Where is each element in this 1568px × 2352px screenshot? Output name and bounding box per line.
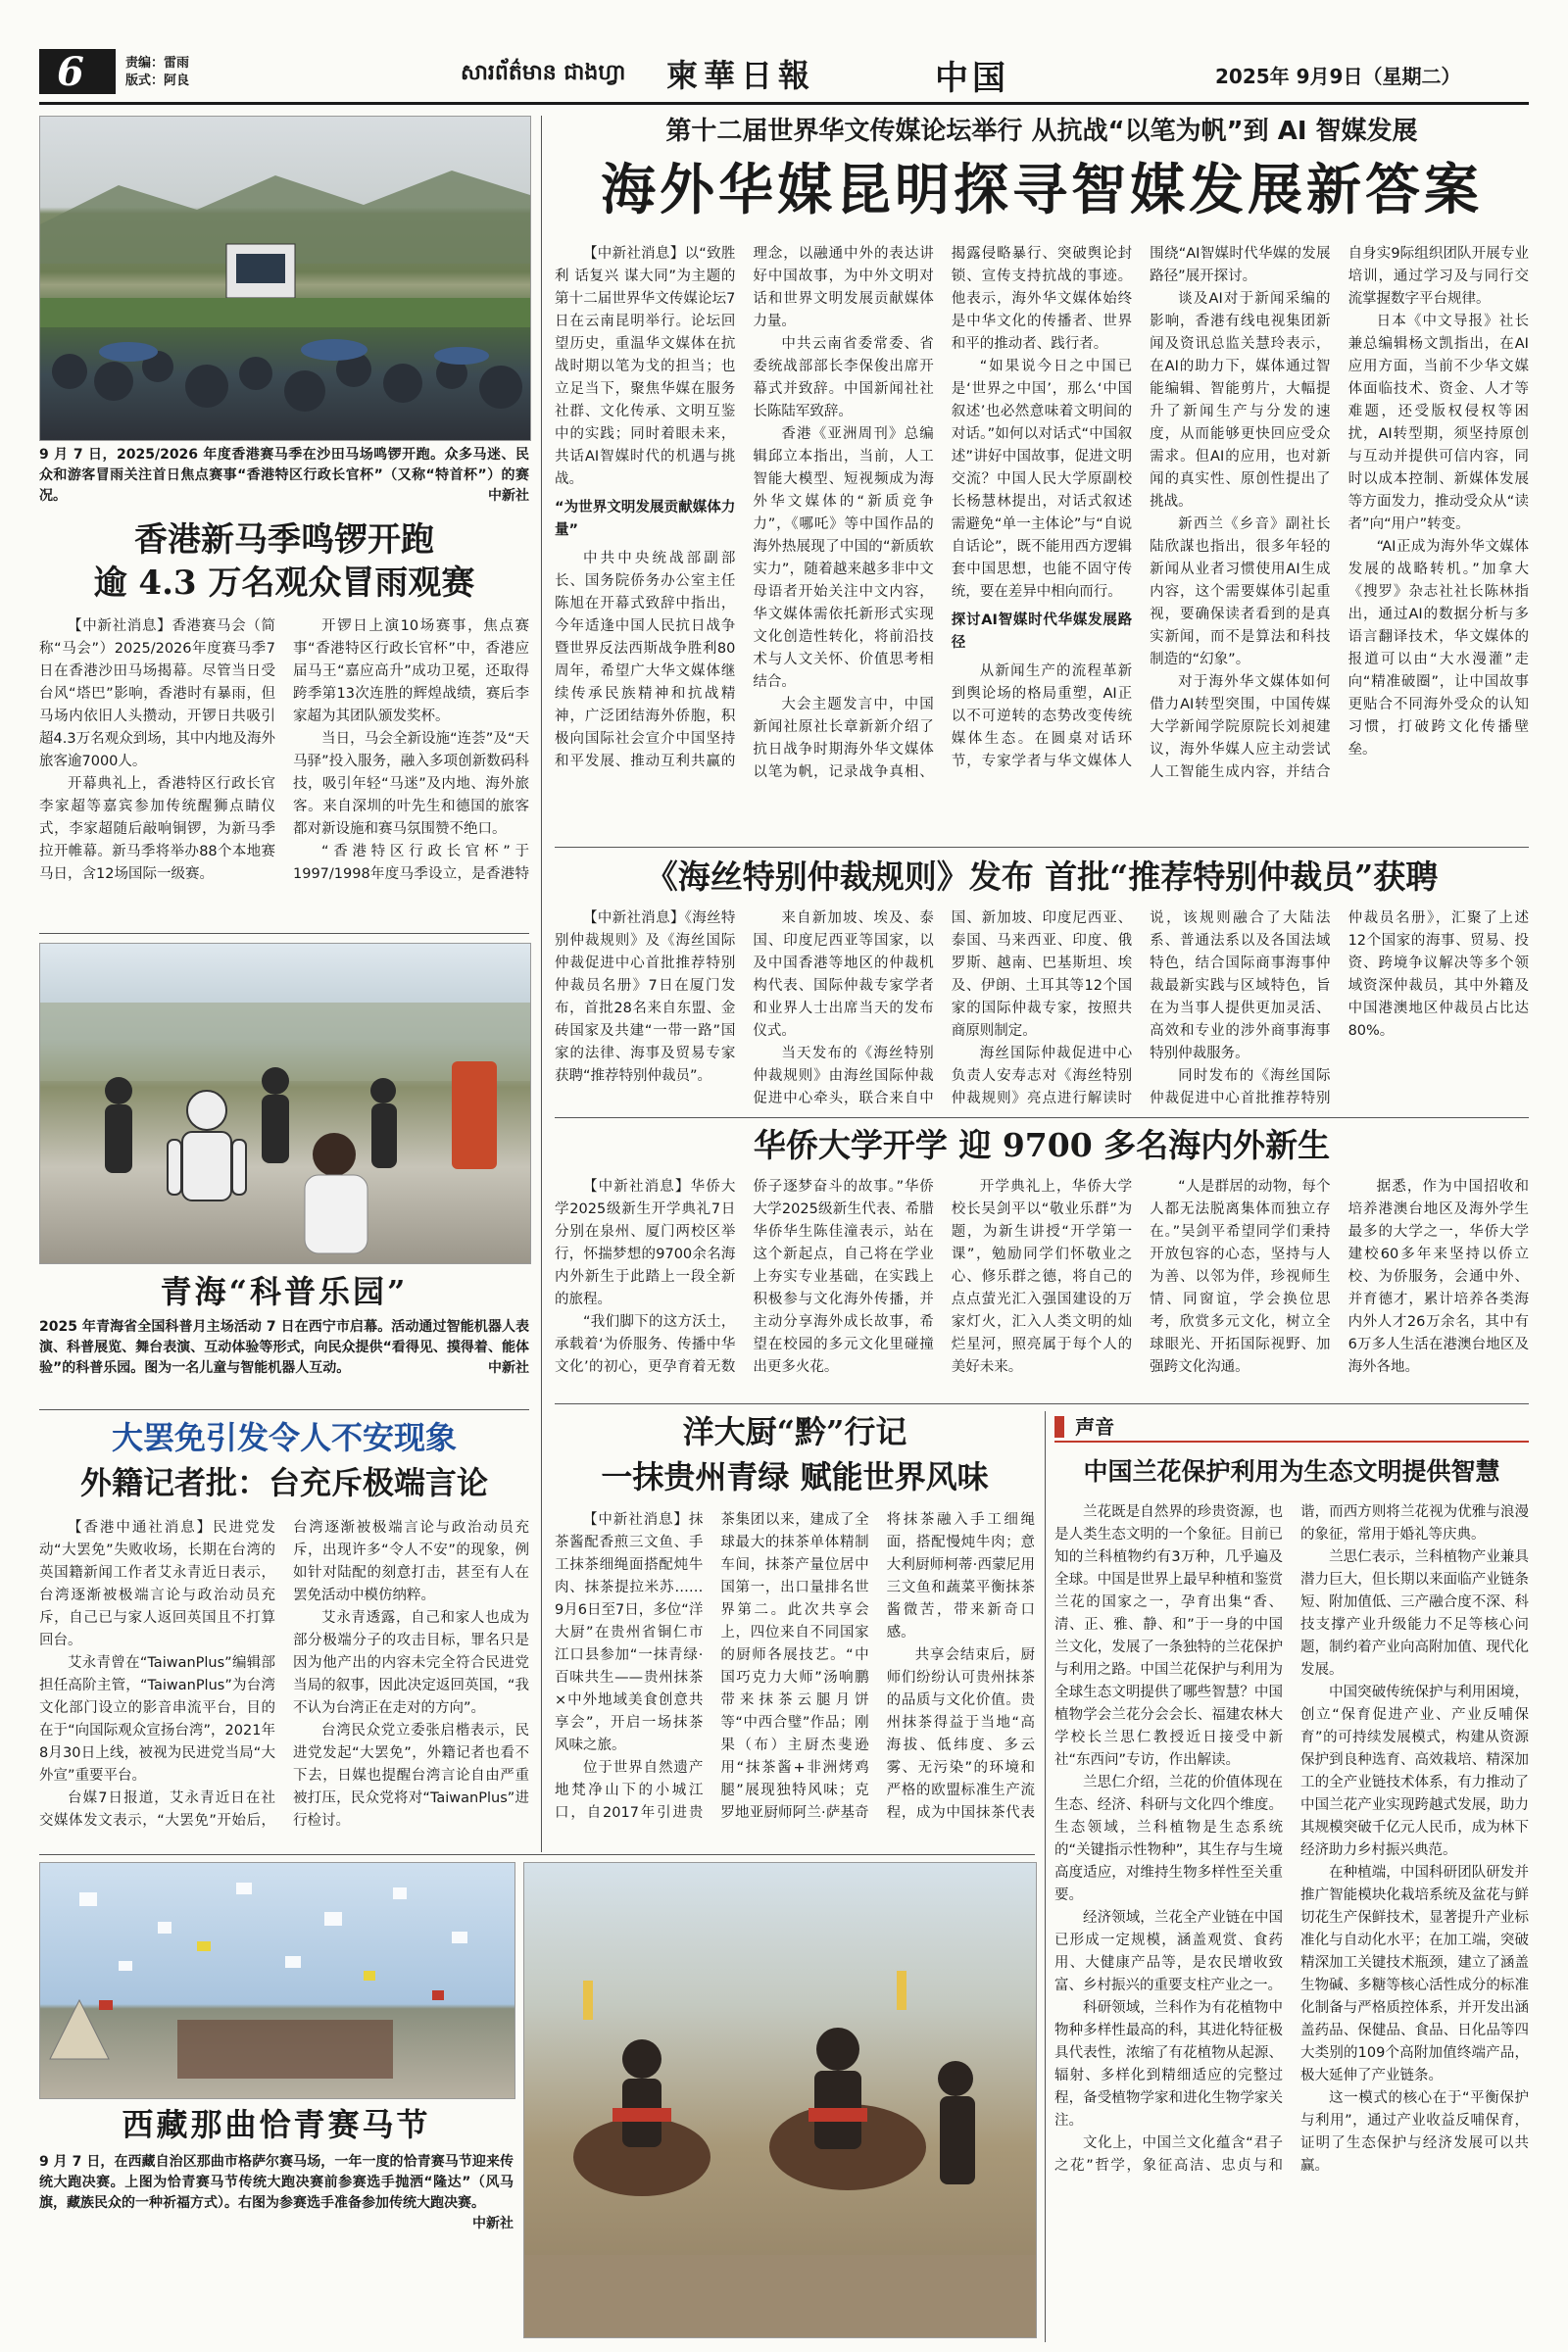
- left-divider-1: [39, 933, 529, 934]
- voice-tag-label: 声音: [1075, 1415, 1115, 1439]
- recall-headline-2: 外籍记者批：台充斥极端言论: [79, 1464, 488, 1501]
- recall-paragraph: 艾永青曾在“TaiwanPlus”编辑部担任高阶主管，“TaiwanPlus”为台湾文化部门设立的影音串流平台，目的在于“向国际观众宣扬台湾”，2021年8月30日上线，被视为民进党当局“大外宣”重要平台。: [39, 1655, 275, 1784]
- section-name: 中国: [935, 59, 1009, 98]
- forum-bottom-rule: [555, 847, 1529, 848]
- horse-race-paragraph: 开锣日上演10场赛事，焦点赛事“香港特区行政长官杯”中，香港应届马王“嘉应高升”成功卫冕，还取得跨季第13次连胜的辉煌战绩，赛后李家超为其团队颁发奖杯。: [293, 618, 529, 724]
- arbitration-bottom-rule: [555, 1117, 1529, 1118]
- arbitration-headline: 《海丝特别仲裁规则》发布 首批“推荐特别仲裁员”获聘: [645, 858, 1439, 896]
- voice-tag: [1054, 1411, 1529, 1443]
- recall-paragraph: 【香港中通社消息】民进党发动“大罢免”失败收场，长期在台湾的英国籍新闻工作者艾永青近日表示，台湾逐渐被极端言论与政治动员充斥，自己已与家人返回英国且不打算回台。: [39, 1520, 275, 1648]
- horse-race-paragraph: 当日，马会全新设施“连荟”及“天马驿”投入服务，融入多项创新数码科技，吸引年轻“马迷”及内地、海外旅客。来自深圳的叶先生和德国的旅客都对新设施和赛马氛围赞不绝口。: [293, 731, 529, 837]
- editor-credit: 责编：雷雨 版式：阿良: [125, 56, 190, 88]
- voice-article: [1054, 1501, 1529, 2336]
- forum-paragraph: 谈及AI对于新闻采编的影响，香港有线电视集团新闻及资讯总监关慧玲表示，在AI的助力下，媒体通过智能编辑、智能剪片，大幅提升了新闻生产与分发的速度，从而能够更快回应受众需求。但AI的应用，也对新闻的真实性、原创性提出了挑战。: [1150, 291, 1331, 510]
- forum-paragraph: 大会主题发言中，中国新闻社原社长章新新介绍了抗日战争时期海外华文媒体以笔为帆，记录战争真相、揭露侵略暴行、突破舆论封锁、宣传支持抗战的事迹。他表示，海外华文媒体始终是中华文化的传播者、世界和平的推动者、践行者。: [753, 246, 1133, 780]
- arbitration-paragraph: 海丝国际仲裁促进中心负责人安寿志对《海丝特别仲裁规则》亮点进行解读时说，该规则融合了大陆法系、普通法系以及各国法域特色，结合国际商事海事仲裁最新实践与区域特色，旨在为当事人提供更加灵活、高效和专业的涉外商事海事特别仲裁服务。: [951, 910, 1331, 1106]
- huaqiao-paragraph: “人是群居的动物，每个人都无法脱离集体而独立存在。”吴剑平希望同学们秉持开放包容的心态，坚持与人为善、以邻为伴，珍视师生情、同窗谊，学会换位思考，欣赏多元文化，树立全球眼光、开拓国际视野、加强跨文化沟通。: [1150, 1179, 1331, 1375]
- tibet-top-rule: [39, 1854, 1035, 1855]
- voice-tag-marker: [1054, 1416, 1064, 1438]
- horse-race-paragraph: “香港特区行政长官杯”于1997/1998年度马季设立，是香港特: [293, 844, 529, 882]
- matcha-headline-1: 洋大厨“黔”行记: [682, 1413, 907, 1450]
- forum-paragraph: 中共中央统战部副部长、国务院侨务办公室主任陈旭在开幕式致辞中指出，今年适逢中国人民抗日战争暨世界反法西斯战争胜利80周年，希望广大华文媒体继续传承民族精神和抗战精神，广泛团结海外侨胞，积极向国际社会宣介中国坚持和平发展、推动互利共赢的理念，以融通中外的表达讲好中国故事，为中外文明对话和世界文明发展贡献媒体力量。: [555, 246, 934, 769]
- arbitration-paragraph: 【中新社消息】《海丝特别仲裁规则》及《海丝国际仲裁促进中心首批推荐特别仲裁员名册》7日在厦门发布，首批28名来自东盟、金砖国家及共建“一带一路”国家的法律、海事及贸易专家获聘“推荐特别仲裁员”。: [555, 910, 736, 1084]
- horse-race-caption: 9 月 7 日，2025/2026 年度香港赛马季在沙田马场鸣锣开跑。众多马迷、民众和游客冒雨关注首日焦点赛事“香港特区行政长官杯”（又称“特首杯”）的赛况。 中新社: [39, 445, 529, 510]
- forum-paragraph: 【中新社消息】以“致胜利 话复兴 谋大同”为主题的第十二届世界华文传媒论坛7日在云南昆明举行。论坛回望历史，重温华文媒体在抗战时期以笔为戈的担当；也立足当下，聚焦华媒在服务社群、文化传承、文明互鉴中的实践；同时着眼未来，共话AI智媒时代的机遇与挑战。: [555, 246, 736, 487]
- robot-child-illustration: [40, 944, 530, 1263]
- horse-race-paragraph: 开幕典礼上，香港特区行政长官李家超等嘉宾参加传统醒狮点睛仪式，李家超随后敲响铜锣，为新马季拉开帷幕。新马季将举办88个本地赛马日，含12场国际一级赛。: [39, 776, 275, 882]
- forum-subhead-1: “为世界文明发展贡献媒体力量”: [555, 500, 736, 538]
- masthead-chinese-name: 柬華日報: [666, 57, 816, 94]
- horse-race-photo: [39, 116, 531, 441]
- page-number-box: [39, 49, 116, 94]
- huaqiao-paragraph: “我们脚下的这方沃土，承载着‘为侨服务、传播中华文化’的初心，更孕育着无数侨子逐梦奋斗的故事。”华侨大学2025级新生代表、希腊华侨华生陈佳潼表示，站在这个新起点，自己将在学业上夯实专业基础，在实践上积极参与文化海外传播，并主动分享海外成长故事，希望在校园的多元文化里碰撞出更多火花。: [555, 1179, 934, 1375]
- tibet-caption-source: 中新社: [472, 2216, 514, 2231]
- forum-paragraph: 从新闻生产的流程革新到舆论场的格局重塑，AI正以不可逆转的态势改变传统媒体生态。在圆桌对话环节，专家学者与华文媒体人围绕“AI智媒时代华媒的发展路径”展开探讨。: [951, 246, 1331, 769]
- huaqiao-paragraph: 据悉，作为中国招收和培养港澳台地区及海外学生最多的大学之一，华侨大学建校60多年来坚持以侨立校、为侨服务，会通中外、并育德才，累计培养各类海内外人才26万余名，其中有6万多人生活在港澳台地区及海外各地。: [1348, 1179, 1529, 1375]
- horse-race-headline-1: 香港新马季鸣锣开跑: [134, 520, 434, 560]
- recall-paragraph: 台湾民众党立委张启楷表示，民进党发起“大罢免”，外籍记者也看不下去，日媒也提醒台湾言论自由严重被打压，民众党将对“TaiwanPlus”进行检讨。: [293, 1723, 529, 1829]
- tibet-right-photo: [523, 1862, 1037, 2338]
- forum-paragraph: 香港《亚洲周刊》总编辑邱立本指出，当前，人工智能大模型、短视频成为海外华文媒体的“新质竞争力”，《哪吒》等中国作品的海外热展现了中国的“新质软实力”，随着越来越多非中文母语者开始关注中文内容，华文媒体需依托新形式实现文化创造性转化，将前沿技术与人文关怀、价值思考相结合。: [753, 426, 934, 690]
- recall-paragraph: 艾永青透露，自己和家人也成为部分极端分子的攻击目标，罪名只是因为他产出的内容未完全符合民进党当局的叙事，因此决定返回英国，“我不认为台湾正在走对的方向”。: [293, 1610, 529, 1716]
- science-headline: 青海“科普乐园”: [160, 1273, 409, 1310]
- huaqiao-paragraph: 【中新社消息】华侨大学2025级新生开学典礼7日分别在泉州、厦门两校区举行，怀揣梦想的9700余名海内外新生于此踏上一段全新的旅程。: [555, 1179, 736, 1307]
- tibet-caption: 9 月 7 日，在西藏自治区那曲市格萨尔赛马场，一年一度的恰青赛马节迎来传统大跑决赛。上图为恰青赛马节传统大跑决赛前参赛选手抛洒“隆达”（风马旗，藏族民众的一种祈福方式）。右图为参赛选手准备参加传统大跑决赛。 中新社: [39, 2152, 514, 2319]
- voice-headline: 中国兰花保护利用为生态文明提供智慧: [1083, 1457, 1500, 1486]
- horse-race-paragraph: 【中新社消息】香港赛马会（简称“马会”）2025/2026年度赛马季7日在香港沙田马场揭幕。尽管当日受台风“塔巴”影响，香港时有暴雨，但马场内依旧人头攒动，开锣日共吸引超4.3万名观众到场，其中内地及海外旅客逾7000人。: [39, 618, 275, 769]
- matcha-headline-2: 一抹贵州青绿 赋能世界风味: [601, 1458, 989, 1495]
- voice-paragraph: 经济领域，兰花全产业链在中国已形成一定规模，涵盖观赏、食药用、大健康产品等，是农民增收致富、乡村振兴的重要支柱产业之一。: [1054, 1910, 1283, 1993]
- voice-paragraph: 在种植端，中国科研团队研发并推广智能模块化栽培系统及盆花与鲜切花生产保鲜技术，显著提升产业标准化与自动化水平；在加工端，突破精深加工关键技术瓶颈，建立了涵盖生物碱、多糖等核心活性成分的标准化制备与严格质控体系，并开发出涵盖药品、保健品、食品、日化品等四大类别的109个高附加值终端产品，极大延伸了产业链条。: [1300, 1865, 1529, 2083]
- column-rule-left: [541, 116, 542, 1852]
- matcha-article: [555, 1509, 1035, 1846]
- left-divider-2: [39, 1409, 529, 1410]
- matcha-paragraph: 【中新社消息】抹茶酱配香煎三文鱼、手工抹茶细绳面搭配炖牛肉、抹茶提拉米苏……9月6日至7日，多位“洋大厨”在贵州省铜仁市江口县参加“一抹青绿·百味共生——贵州抹茶×中外地域美食创意共享会”，开启一场抹茶风味之旅。: [555, 1512, 704, 1753]
- horse-race-caption-source: 中新社: [488, 488, 529, 504]
- matcha-paragraph: 共享会结束后，厨师们纷纷认可贵州抹茶的品质与文化价值。贵州抹茶得益于当地“高海拔、低纬度、多云雾、无污染”的环境和严格的欧盟标准生产流程，成为中国抹茶代表: [886, 1647, 1035, 1821]
- huaqiao-paragraph: 开学典礼上，华侨大学校长吴剑平以“敬业乐群”为题，为新生讲授“开学第一课”，勉励同学们怀敬业之心、修乐群之德，将自己的点点萤光汇入强国建设的万家灯火，汇入人类文明的灿烂星河，照亮属于每个人的美好未来。: [951, 1179, 1133, 1375]
- arbitration-paragraph: 同时发布的《海丝国际仲裁促进中心首批推荐特别仲裁员名册》，汇聚了上述12个国家的海事、贸易、投资、跨境争议解决等多个领域资深仲裁员，其中外籍及中国港澳地区仲裁员占比达80%。: [1150, 910, 1529, 1106]
- recall-headline-1: 大罢免引发令人不安现象: [111, 1419, 457, 1456]
- masthead-rule: [39, 102, 1529, 105]
- forum-subhead-2: 探讨AI智媒时代华媒发展路径: [951, 612, 1133, 651]
- voice-paragraph: 文化上，中国兰文化蕴含“君子之花”哲学，象征高洁、忠贞与和谐，而西方则将兰花视为优雅与浪漫的象征，常用于婚礼等庆典。: [1054, 1504, 1529, 2174]
- forum-paragraph: “AI正成为海外华文媒体发展的战略转机。”加拿大《搜罗》杂志社社长陈林指出，通过AI的数据分析与多语言翻译技术，华文媒体的报道可以由“大水漫灌”走向“精准破圈”，让中国故事更贴合不同海外受众的认知习惯，打破跨文化传播壁垒。: [1348, 539, 1529, 758]
- science-caption: 2025 年青海省全国科普月主场活动 7 日在西宁市启幕。活动通过智能机器人表演、科普展览、舞台表演、互动体验等形式，向民众提供“看得见、摸得着、能体验”的科普乐园。图为一名儿童与智能机器人互动。 中新社: [39, 1317, 529, 1403]
- riders-illustration: [524, 1863, 1036, 2337]
- huaqiao-bottom-rule: [555, 1403, 1529, 1404]
- voice-paragraph: 这一模式的核心在于“平衡保护与利用”，通过产业收益反哺保育，证明了生态保护与经济发展可以共赢。: [1300, 2090, 1529, 2174]
- forum-paragraph: 对于海外华文媒体如何借力AI转型突围，中国传媒大学新闻学院原院长刘昶建议，海外华媒人应主动尝试人工智能生成内容，并结合自身实9际组织团队开展专业培训，通过学习及与同行交流掌握数字平台规律。: [1150, 246, 1529, 780]
- huaqiao-article: [555, 1176, 1529, 1397]
- horse-race-headline-2: 逾 4.3 万名观众冒雨观赛: [93, 564, 475, 603]
- arbitration-paragraph: 当天发布的《海丝特别仲裁规则》由海丝国际仲裁促进中心牵头，联合来自中国、新加坡、印度尼西亚、泰国、马来西亚、印度、俄罗斯、越南、巴基斯坦、埃及、伊朗、土耳其等12个国家的国际仲裁专家，按照共商原则制定。: [753, 910, 1133, 1106]
- column-rule-right: [1045, 1411, 1046, 2342]
- voice-paragraph: 兰思仁介绍，兰花的价值体现在生态、经济、科研与文化四个维度。生态领域，兰科植物是生态系统的“关键指示性物种”，其生存与生境高度适应，对维持生物多样性至关重要。: [1054, 1775, 1283, 1903]
- arbitration-article: [555, 907, 1529, 1111]
- recall-article: [39, 1517, 529, 1846]
- voice-paragraph: 兰思仁表示，兰科植物产业兼具潜力巨大，但长期以来面临产业链条短、附加值低、三产融合度不深、科技支撑产业升级能力不足等核心问题，制约着产业向高附加值、现代化发展。: [1300, 1549, 1529, 1678]
- voice-paragraph: 中国突破传统保护与利用困境，创立“保育促进产业、产业反哺保育”的可持续发展模式，构建从资源保护到良种选育、高效栽培、精深加工的全产业链技术体系，有力推动了中国兰花产业实现跨越式发展，助力其规模突破千亿元人民币，成为林下经济助力乡村振兴典范。: [1300, 1685, 1529, 1858]
- voice-paragraph: 科研领域，兰科作为有花植物中物种多样性最高的科，其进化特征极具代表性，浓缩了有花植物从起源、辐射、多样化到精细适应的完整过程，备受植物学家和进化生物学家关注。: [1054, 2000, 1283, 2129]
- science-caption-source: 中新社: [488, 1360, 529, 1376]
- recall-paragraph: 台媒7日报道，艾永青近日在社交媒体发文表示，“大罢免”开始后，台湾逐渐被极端言论与政治动员充斥，出现许多“令人不安”的现象，例如针对陆配的刻意打击，甚至有人在罢免活动中模仿纳粹。: [39, 1520, 529, 1829]
- horse-race-article: [39, 615, 529, 927]
- tibet-left-photo: [39, 1862, 515, 2099]
- science-park-photo: [39, 943, 531, 1264]
- forum-paragraph: 中共云南省委常委、省委统战部部长李保俊出席开幕式并致辞。中国新闻社社长陈陆军致辞。: [753, 336, 934, 419]
- forum-paragraph: “如果说今日之中国已是‘世界之中国’，那么‘中国叙述’也必然意味着文明间的对话。”如何以对话式“中国叙述”讲好中国故事，促进文明交流？中国人民大学原副校长杨慧林提出，对话式叙述需避免“单一主体论”与“自说自话论”，既不能用西方逻辑套中国思想，也能不固守传统，要在差异中相向而行。: [951, 359, 1133, 600]
- forum-kicker: 第十二届世界华文传媒论坛举行 从抗战“以笔为帆”到 AI 智媒发展: [665, 117, 1418, 146]
- forum-paragraph: 日本《中文导报》社长兼总编辑杨文凯指出，在AI应用方面，当前不少华文媒体面临技术、资金、人才等难题，还受版权侵权等困扰，AI转型期，须坚持原创与互动并提供可信内容，同时以成本控制、新媒体发展等方面发力，推动受众从“读者”向“用户”转变。: [1348, 314, 1529, 532]
- forum-paragraph: 新西兰《乡音》副社长陆欣謀也指出，很多年轻的新闻从业者习惯使用AI生成内容，这个需要媒体引起重视，要确保读者看到的是真实新闻，而不是算法和科技制造的“幻象”。: [1150, 516, 1331, 667]
- tibet-headline: 西藏那曲恰青赛马节: [122, 2106, 431, 2143]
- wind-horse-illustration: [40, 1863, 514, 2098]
- page-number: 6: [57, 49, 84, 95]
- racecourse-illustration: [40, 117, 530, 440]
- masthead-khmer-name: សារព័ត៌មាន ជាងហ្វា: [461, 61, 626, 85]
- huaqiao-headline: 华侨大学开学 迎 9700 多名海内外新生: [753, 1126, 1331, 1164]
- forum-headline: 海外华媒昆明探寻智媒发展新答案: [601, 158, 1483, 222]
- issue-date: 2025年 9月9日（星期二）: [1215, 65, 1461, 88]
- arbitration-paragraph: 来自新加坡、埃及、泰国、印度尼西亚等国家，以及中国香港等地区的仲裁机构代表、国际仲裁专家学者和业界人士出席当天的发布仪式。: [753, 910, 934, 1039]
- forum-article: [555, 243, 1529, 839]
- matcha-paragraph: 位于世界自然遗产地梵净山下的小城江口，自2017年引进贵茶集团以来，建成了全球最大的抹茶单体精制车间，抹茶产量位居中国第一，出口量排名世界第二。此次共享会上，四位来自不同国家的厨师各展技艺。“中国巧克力大师”汤响鹏带来抹茶云腿月饼等“中西合璧”作品；刚果（布）主厨杰斐逊用“抹茶酱+非洲烤鸡腿”展现独特风味；克罗地亚厨师阿兰·萨基奇将抹茶融入手工细绳面，搭配慢炖牛肉；意大利厨师柯蒂·西蒙尼用三文鱼和蔬菜平衡抹茶酱微苦，带来新奇口感。: [555, 1512, 1035, 1821]
- voice-paragraph: 兰花既是自然界的珍贵资源，也是人类生态文明的一个象征。目前已知的兰科植物约有3万种，几乎遍及全球。中国是世界上最早种植和鉴赏兰花的国家之一，孕育出集“香、清、正、雅、静、和”于一身的中国兰文化，发展了一条独特的兰花保护与利用之路。中国兰花保护与利用为全球生态文明提供了哪些智慧？中国植物学会兰花分会会长、福建农林大学校长兰思仁教授近日接受中新社“东西问”专访，作出解读。: [1054, 1504, 1283, 1768]
